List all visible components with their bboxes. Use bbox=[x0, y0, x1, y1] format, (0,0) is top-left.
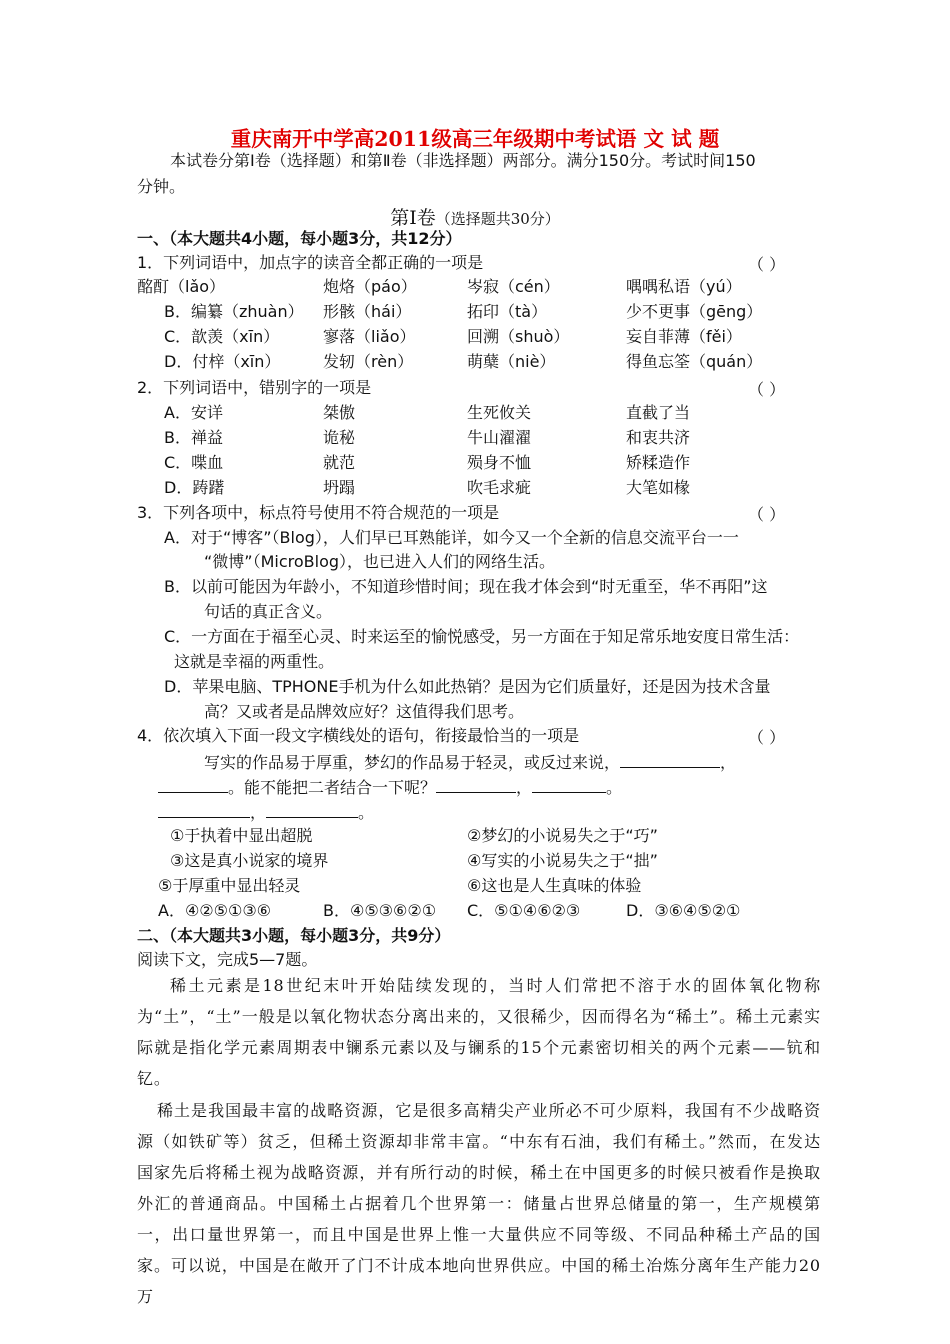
q4-stem: 4．依次填入下面一段文字横线处的语句，衔接最恰当的一项是 bbox=[137, 726, 580, 745]
q4-text-2: 。能不能把二者结合一下呢？ bbox=[228, 778, 437, 797]
q4-answer-b: B．④⑤③⑥②① bbox=[323, 901, 437, 920]
q1-answer-paren: （ ） bbox=[748, 255, 786, 274]
q2-b-3: 牛山濯濯 bbox=[467, 428, 532, 447]
q4-period-2: 。 bbox=[358, 803, 375, 822]
q2-answer-paren: （ ） bbox=[748, 380, 786, 399]
part2-lead: 阅读下文，完成5—7题。 bbox=[137, 950, 318, 969]
passage-paragraph-2 bbox=[137, 1095, 821, 1312]
q3-option-b-line1: B．以前可能因为年龄小，不知道珍惜时间；现在我才体会到“时无重至，华不再阳”这 bbox=[164, 577, 768, 596]
q3-option-a-line1: A．对于“博客”（Blog），人们早已耳熟能详，如今又一个全新的信息交流平台一一 bbox=[164, 528, 739, 547]
q4-opt-4: ④写实的小说易失之于“拙” bbox=[467, 851, 658, 870]
q4-blank-1 bbox=[620, 751, 720, 768]
q4-comma-1: ， bbox=[516, 778, 533, 797]
q4-text-1-end: ， bbox=[720, 753, 737, 772]
q2-b-2: 诡秘 bbox=[323, 428, 356, 447]
volume-note: （选择题共30分） bbox=[435, 210, 560, 228]
q2-d-4: 大笔如椽 bbox=[626, 478, 691, 497]
q1-d-1: D．付梓（xīn） bbox=[164, 352, 281, 371]
q4-blank-3 bbox=[436, 776, 516, 793]
q4-blank-2 bbox=[158, 776, 228, 793]
q3-stem: 3．下列各项中，标点符号使用不符合规范的一项是 bbox=[137, 503, 500, 522]
q4-text-line3 bbox=[158, 801, 374, 824]
q2-c-4: 矫糅造作 bbox=[626, 453, 691, 472]
q2-c-3: 殒身不恤 bbox=[467, 453, 532, 472]
q2-d-1: D．踌躇 bbox=[164, 478, 225, 497]
q3-option-a-line2: “微博”（MicroBlog），也已进入人们的网络生活。 bbox=[204, 552, 556, 571]
q1-a-3: 岑寂（cén） bbox=[467, 277, 560, 296]
q1-b-1: B．编纂（zhuàn） bbox=[164, 302, 304, 321]
intro-line-2: 分钟。 bbox=[137, 177, 186, 196]
q3-option-c-line1: C．一方面在于福至心灵、时来运至的愉悦感受，另一方面在于知足常乐地安度日常生活： bbox=[164, 627, 800, 646]
q4-answer-d: D．③⑥④⑤②① bbox=[626, 901, 741, 920]
passage-paragraph-1 bbox=[137, 970, 821, 1094]
q1-b-2: 形骸（hái） bbox=[323, 302, 412, 321]
volume-label: 第Ⅰ卷 bbox=[390, 207, 436, 229]
q2-a-3: 生死攸关 bbox=[467, 403, 532, 422]
intro-line-1: 本试卷分第Ⅰ卷（选择题）和第Ⅱ卷（非选择题）两部分。满分150分。考试时间150 bbox=[170, 151, 756, 170]
q3-option-c-line2: 这就是幸福的两重性。 bbox=[174, 652, 335, 671]
q4-opt-1: ①于执着中显出超脱 bbox=[170, 826, 313, 845]
q4-blank-6 bbox=[266, 801, 358, 818]
q1-d-4: 得鱼忘筌（quán） bbox=[626, 352, 763, 371]
q1-d-2: 发轫（rèn） bbox=[323, 352, 414, 371]
q4-opt-3: ③这是真小说家的境界 bbox=[170, 851, 329, 870]
q2-c-1: C．喋血 bbox=[164, 453, 224, 472]
passage-p1-text: 稀土元素是18世纪末叶开始陆续发现的，当时人们常把不溶于水的固体氧化物称为“土”，“土”一般是以氧化物状态分离出来的，又很稀少，因而得名为“稀土”。稀土元素实际就是指化学元素周期表中镧系元素以及与镧系的15个元素密切相关的两个元素——钪和钇。 bbox=[137, 976, 821, 1088]
q1-c-4: 妄自菲薄（fěi） bbox=[626, 327, 742, 346]
q4-answer-c: C．⑤①④⑥②③ bbox=[467, 901, 581, 920]
q2-a-1: A．安详 bbox=[164, 403, 223, 422]
q1-a-1: 酩酊（lǎo） bbox=[137, 277, 226, 296]
q4-period-1: 。 bbox=[606, 778, 623, 797]
q3-option-b-line2: 句话的真正含义。 bbox=[204, 602, 333, 621]
q1-c-2: 寥落（liǎo） bbox=[323, 327, 416, 346]
q2-a-2: 桀傲 bbox=[323, 403, 356, 422]
q4-text-line1 bbox=[204, 751, 736, 774]
q4-comma-2: ， bbox=[250, 803, 267, 822]
q4-answer-a: A．④②⑤①③⑥ bbox=[158, 901, 272, 920]
q4-opt-2: ②梦幻的小说易失之于“巧” bbox=[467, 826, 658, 845]
q4-opt-6: ⑥这也是人生真味的体验 bbox=[467, 876, 642, 895]
q1-a-2: 炮烙（páo） bbox=[323, 277, 417, 296]
exam-title: 重庆南开中学高2011级高三年级期中考试语 文 试 题 bbox=[230, 127, 720, 151]
q1-stem: 1．下列词语中，加点字的读音全都正确的一项是 bbox=[137, 253, 484, 272]
q2-a-4: 直截了当 bbox=[626, 403, 691, 422]
q1-b-3: 拓印（tà） bbox=[467, 302, 548, 321]
part1-heading: 一、（本大题共4小题，每小题3分，共12分） bbox=[137, 229, 462, 248]
volume-title bbox=[0, 203, 950, 230]
q1-d-3: 萌蘖（niè） bbox=[467, 352, 556, 371]
q4-blank-4 bbox=[532, 776, 606, 793]
q3-option-d-line2: 高？又或者是品牌效应好？这值得我们思考。 bbox=[204, 702, 525, 721]
q2-b-4: 和衷共济 bbox=[626, 428, 691, 447]
passage-p2-text: 稀土是我国最丰富的战略资源，它是很多高精尖产业所必不可少原料，我国有不少战略资源（如铁矿等）贫乏，但稀土资源却非常丰富。“中东有石油，我们有稀土。”然而，在发达国家先后将稀土视为战略资源，并有所行动的时候，稀土在中国更多的时候只被看作是换取外汇的普通商品。中国稀土占据着几个世界第一：储量占世界总储量的第一，生产规模第一，出口量世界第一，而且中国是世界上惟一大量供应不同等级、不同品种稀土产品的国家。可以说，中国是在敞开了门不计成本地向世界供应。中国的稀土冶炼分离年生产能力20万 bbox=[137, 1101, 821, 1306]
q2-stem: 2．下列词语中，错别字的一项是 bbox=[137, 378, 372, 397]
q3-option-d-line1: D．苹果电脑、TPHONE手机为什么如此热销？是因为它们质量好，还是因为技术含量 bbox=[164, 677, 771, 696]
q4-text-1: 写实的作品易于厚重，梦幻的作品易于轻灵，或反过来说， bbox=[204, 753, 621, 772]
q1-c-3: 回溯（shuò） bbox=[467, 327, 570, 346]
q4-blank-5 bbox=[158, 801, 250, 818]
q3-answer-paren: （ ） bbox=[748, 505, 786, 524]
q2-d-2: 坍蹋 bbox=[323, 478, 356, 497]
q1-a-4: 喁喁私语（yú） bbox=[626, 277, 742, 296]
q4-text-line2 bbox=[158, 776, 622, 799]
q1-b-4: 少不更事（gēng） bbox=[626, 302, 763, 321]
q4-answer-paren: （ ） bbox=[748, 728, 786, 747]
q4-opt-5: ⑤于厚重中显出轻灵 bbox=[158, 876, 301, 895]
q2-c-2: 就范 bbox=[323, 453, 356, 472]
part2-heading: 二、（本大题共3小题，每小题3分，共9分） bbox=[137, 926, 451, 945]
q2-b-1: B．禅益 bbox=[164, 428, 223, 447]
q1-c-1: C．歆羡（xīn） bbox=[164, 327, 280, 346]
q2-d-3: 吹毛求疵 bbox=[467, 478, 532, 497]
